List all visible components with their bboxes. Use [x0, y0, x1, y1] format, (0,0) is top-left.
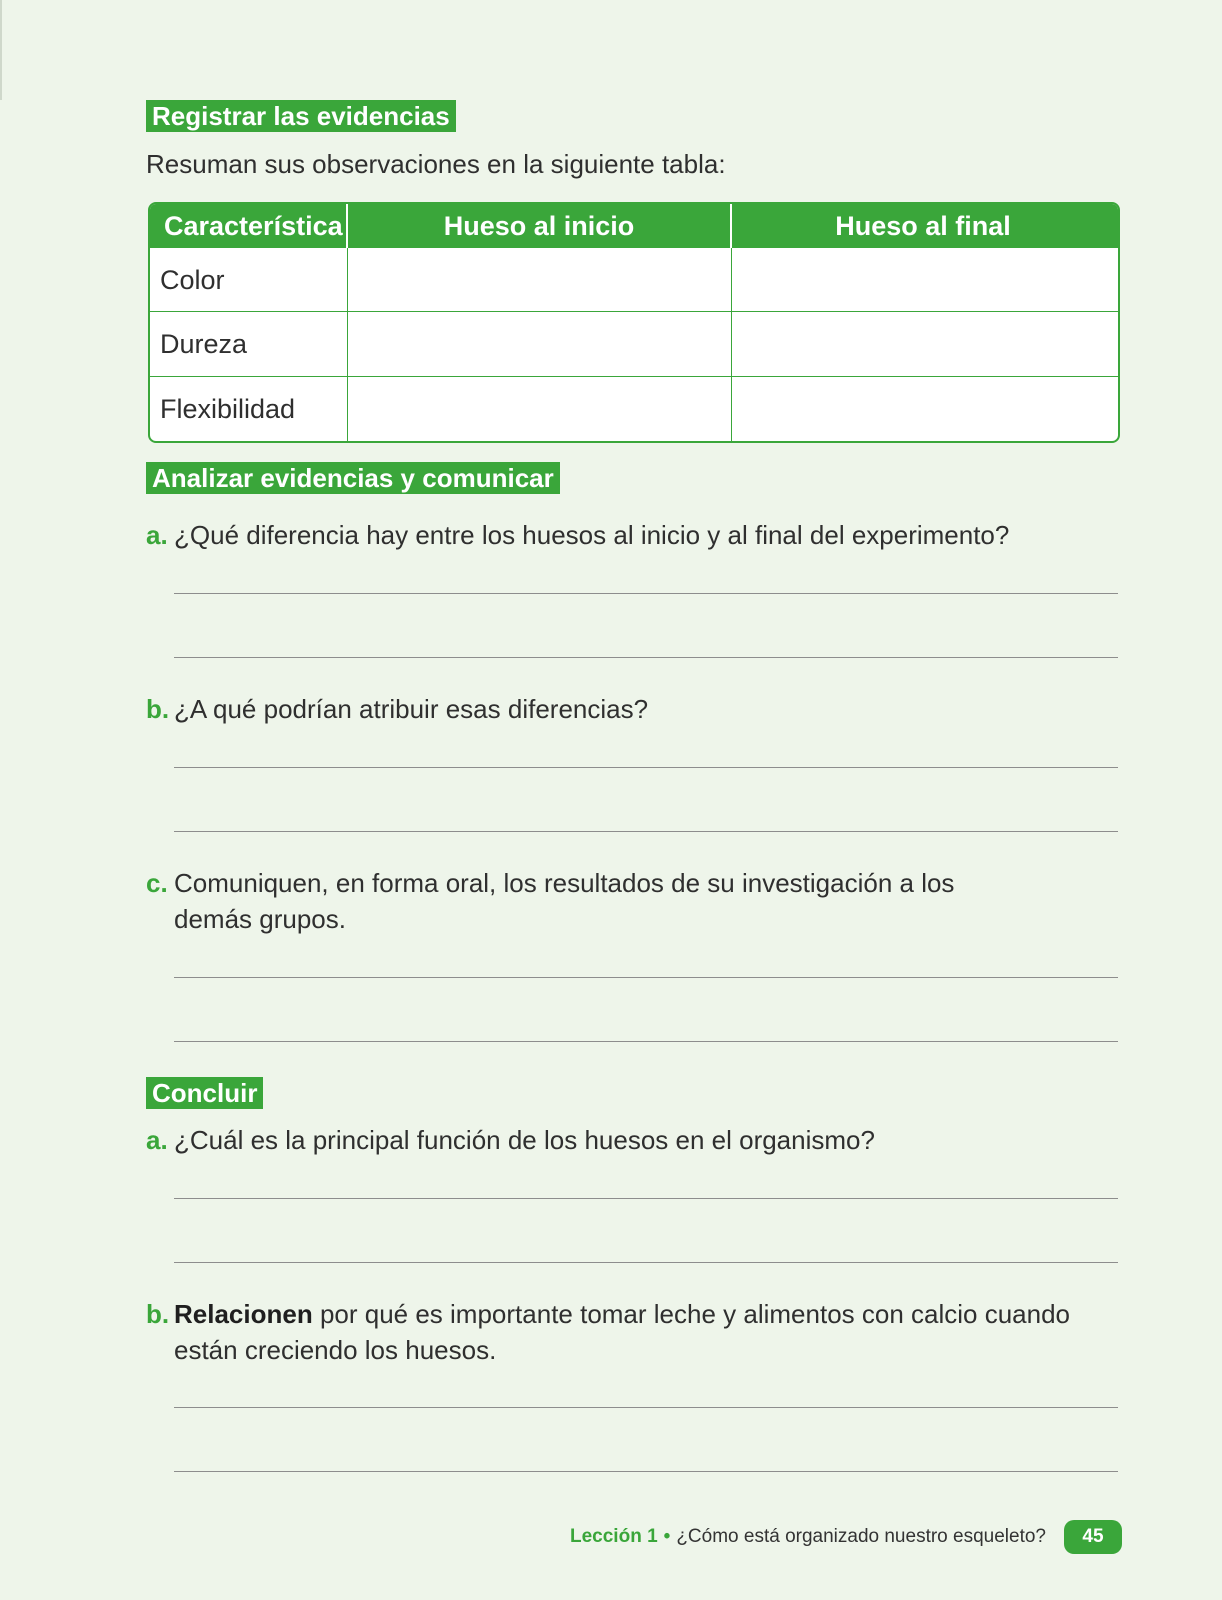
cell-dureza-inicio[interactable] — [348, 312, 732, 376]
cell-color-inicio[interactable] — [348, 248, 732, 311]
answer-line[interactable] — [174, 1198, 1118, 1199]
question-analizar-c — [146, 865, 1106, 937]
question-concluir-a — [146, 1122, 1106, 1158]
question-text: ¿Cuál es la principal función de los huesos en el organismo? — [174, 1125, 875, 1155]
answer-line[interactable] — [174, 1471, 1118, 1472]
cell-color-final[interactable] — [732, 248, 1114, 311]
row-label-color: Color — [150, 248, 348, 311]
header-hueso-inicio: Hueso al inicio — [348, 204, 732, 248]
row-label-flexibilidad: Flexibilidad — [150, 377, 348, 441]
question-text-line1: por qué es importante tomar leche y alimentos con calcio cuando — [312, 1299, 1071, 1329]
question-text-line1: Comuniquen, en forma oral, los resultados de su investigación a los — [174, 868, 955, 898]
cell-flexibilidad-inicio[interactable] — [348, 377, 732, 441]
answer-line[interactable] — [174, 1041, 1118, 1042]
answer-line[interactable] — [174, 1262, 1118, 1263]
question-analizar-a — [146, 517, 1106, 553]
question-text: ¿A qué podrían atribuir esas diferencias? — [174, 694, 649, 724]
observations-table — [148, 202, 1120, 443]
question-analizar-b — [146, 691, 1106, 727]
answer-line[interactable] — [174, 767, 1118, 768]
answer-line[interactable] — [174, 593, 1118, 594]
question-concluir-b — [146, 1296, 1106, 1368]
table-row — [150, 248, 1118, 311]
answer-line[interactable] — [174, 831, 1118, 832]
table-row — [150, 311, 1118, 376]
question-text-line2: están creciendo los huesos. — [174, 1335, 497, 1365]
page-number-badge: 45 — [1064, 1520, 1122, 1554]
header-caracteristica: Característica — [150, 204, 348, 248]
table-row — [150, 376, 1118, 441]
question-letter: b. — [146, 1299, 170, 1329]
table-header-row — [150, 204, 1118, 248]
question-letter: c. — [146, 868, 168, 898]
header-hueso-final: Hueso al final — [835, 211, 1011, 241]
answer-line[interactable] — [174, 657, 1118, 658]
answer-line[interactable] — [174, 977, 1118, 978]
cell-dureza-final[interactable] — [732, 312, 1114, 376]
row-label-dureza: Dureza — [150, 312, 348, 376]
page-footer — [570, 1520, 1122, 1554]
question-keyword: Relacionen — [174, 1299, 313, 1329]
section-heading-analizar: Analizar evidencias y comunicar — [146, 462, 560, 494]
footer-bullet: • — [663, 1526, 671, 1547]
cell-flexibilidad-final[interactable] — [732, 377, 1114, 441]
footer-lesson: Lección 1 — [570, 1526, 658, 1547]
footer-lesson-title: ¿Cómo está organizado nuestro esqueleto? — [676, 1526, 1046, 1547]
table-intro-text: Resuman sus observaciones en la siguiente tabla: — [146, 149, 726, 179]
section-heading-concluir: Concluir — [146, 1077, 263, 1109]
question-text-line2: demás grupos. — [174, 904, 346, 934]
page-edge — [0, 0, 2, 100]
question-letter: a. — [146, 1125, 168, 1155]
question-letter: b. — [146, 694, 170, 724]
question-text: ¿Qué diferencia hay entre los huesos al inicio y al final del experimento? — [174, 520, 1010, 550]
answer-line[interactable] — [174, 1407, 1118, 1408]
question-letter: a. — [146, 520, 168, 550]
section-heading-registrar: Registrar las evidencias — [146, 100, 456, 132]
